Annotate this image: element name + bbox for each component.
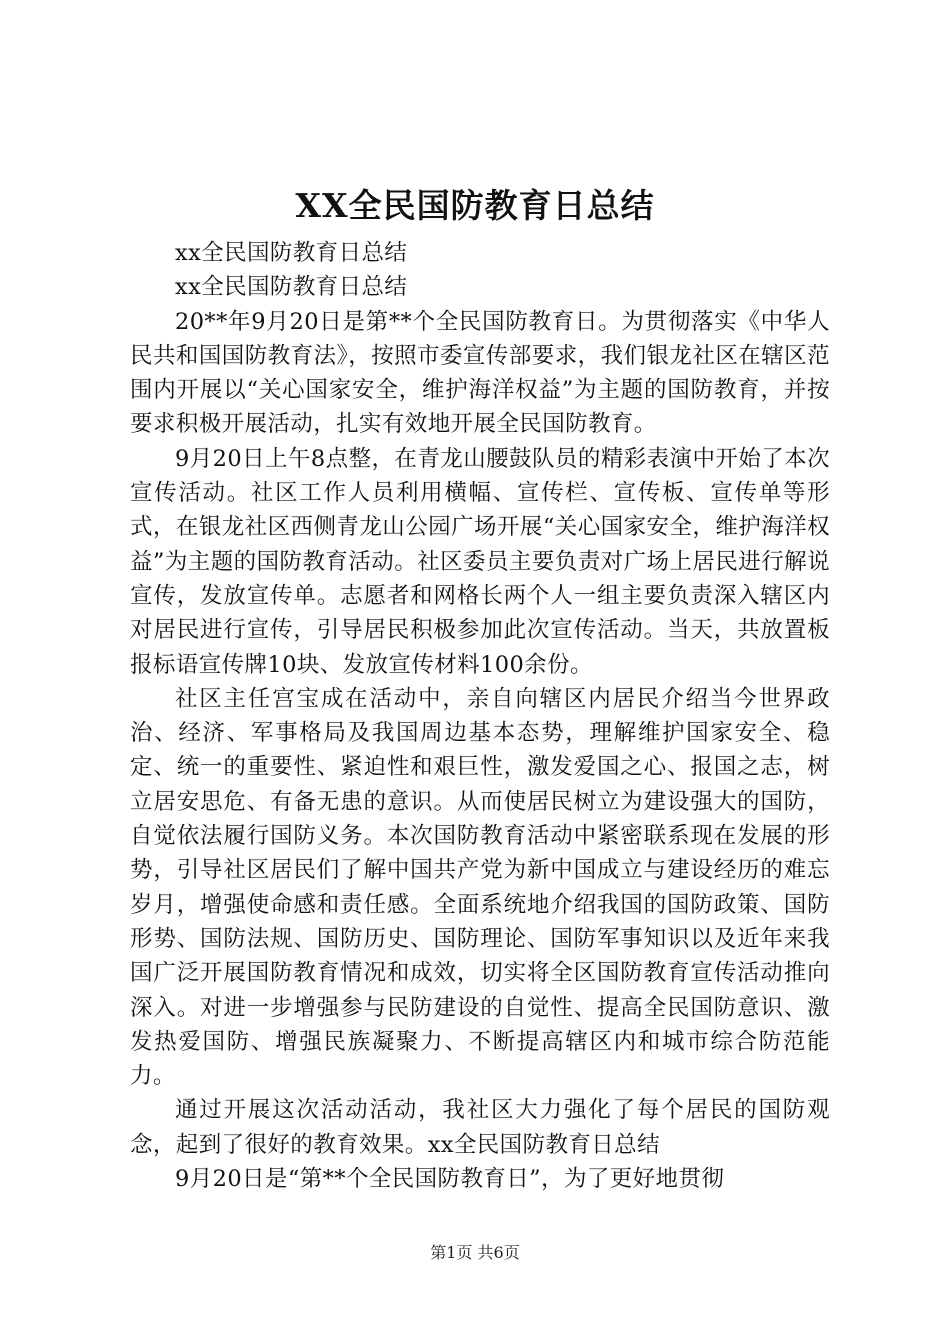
paragraph: xx全民国防教育日总结: [175, 240, 408, 266]
document-body: [130, 236, 830, 1196]
paragraph: 社区主任宫宝成在活动中，亲自向辖区内居民介绍当今世界政治、经济、军事格局及我国周边基本态势，理解维护国家安全、稳定、统一的重要性、紧迫性和艰巨性，激发爱国之心、报国之志，树立居安思危、有备无患的意识。从而使居民树立为建设强大的国防，自觉依法履行国防义务。本次国防教育活动中紧密联系现在发展的形势，引导社区居民们了解中国共产党为新中国成立与建设经历的难忘岁月，增强使命感和责任感。全面系统地介绍我国的国防政策、国防形势、国防法规、国防历史、国防理论、国防军事知识以及近年来我国广泛开展国防教育情况和成效，切实将全区国防教育宣传活动推向深入。对进一步增强参与民防建设的自觉性、提高全民国防意识、激发热爱国防、增强民族凝聚力、不断提高辖区内和城市综合防范能力。: [130, 685, 830, 1090]
paragraph: 9月20日上午8点整，在青龙山腰鼓队员的精彩表演中开始了本次宣传活动。社区工作人员利用横幅、宣传栏、宣传板、宣传单等形式，在银龙社区西侧青龙山公园广场开展“关心国家安全，维护海洋权益”为主题的国防教育活动。社区委员主要负责对广场上居民进行解说宣传，发放宣传单。志愿者和网格长两个人一组主要负责深入辖区内对居民进行宣传，引导居民积极参加此次宣传活动。当天，共放置板报标语宣传牌10块、发放宣传材料100余份。: [130, 445, 830, 678]
page-footer: 第1页 共6页: [430, 1243, 520, 1262]
paragraph: 9月20日是“第**个全民国防教育日”，为了更好地贯彻: [175, 1166, 725, 1193]
paragraph: xx全民国防教育日总结: [175, 274, 408, 301]
paragraph: 通过开展这次活动活动，我社区大力强化了每个居民的国防观念，起到了很好的教育效果。xx全民国防教育日总结: [130, 1097, 830, 1158]
paragraph: 20**年9月20日是第**个全民国防教育日。为贯彻落实《中华人民共和国国防教育法》，按照市委宣传部要求，我们银龙社区在辖区范围内开展以“关心国家安全，维护海洋权益”为主题的国防教育，并按要求积极开展活动，扎实有效地开展全民国防教育。: [130, 308, 830, 438]
document-title: XX全民国防教育日总结: [295, 186, 655, 225]
